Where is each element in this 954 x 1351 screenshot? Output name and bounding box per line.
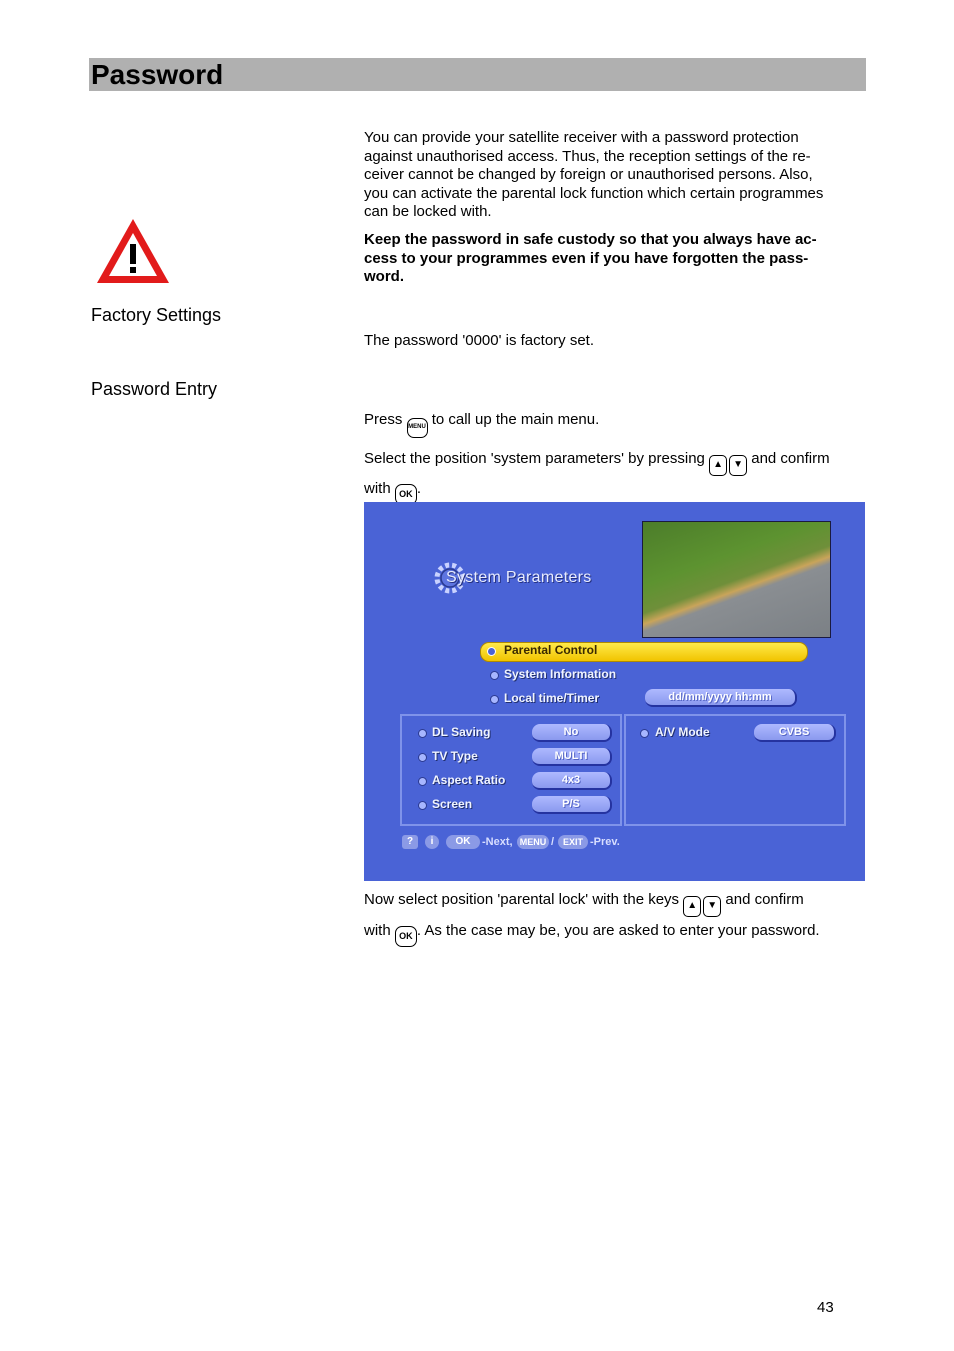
setting-value-dl-saving[interactable]: No	[532, 724, 612, 742]
bullet-icon	[418, 777, 427, 786]
title-bar	[89, 58, 866, 91]
setting-label-dl-saving: DL Saving	[432, 725, 491, 739]
warning-line: Keep the password in safe custody so that you always have ac-	[364, 231, 817, 248]
step-text: with	[364, 922, 391, 939]
bullet-icon	[418, 729, 427, 738]
footer-next: -Next,	[482, 836, 513, 848]
intro-line: you can activate the parental lock function which certain programmes	[364, 184, 824, 202]
intro-line: against unauthorised access. Thus, the reception settings of the re-	[364, 147, 811, 165]
up-key-icon: ▲	[683, 896, 701, 917]
setting-label-tv-type: TV Type	[432, 749, 478, 763]
setting-value-av-mode[interactable]: CVBS	[754, 724, 836, 742]
step-select-system	[364, 446, 874, 505]
menu-item-local-time[interactable]: Local time/Timer	[504, 691, 600, 705]
system-parameters-screen	[364, 502, 865, 881]
step-text: with	[364, 480, 391, 497]
info-icon: i	[425, 835, 439, 849]
warning-paragraph	[364, 231, 864, 287]
tv-preview-image	[642, 521, 831, 638]
page-title: Password	[91, 59, 224, 90]
local-time-value[interactable]: dd/mm/yyyy hh:mm	[645, 689, 797, 707]
setting-label-screen: Screen	[432, 797, 473, 811]
ok-key-icon: OK	[395, 484, 417, 505]
password-entry-heading: Password Entry	[91, 379, 218, 399]
menu-item-system-information[interactable]: System Information	[504, 667, 617, 681]
menu-key-icon: MENU	[407, 418, 428, 438]
up-key-icon: ▲	[709, 455, 727, 476]
exit-button-icon: EXIT	[558, 835, 588, 849]
step-text: and confirm	[751, 450, 830, 467]
step-select-parental	[364, 886, 874, 947]
ok-key-icon: OK	[395, 926, 417, 947]
setting-value-aspect-ratio[interactable]: 4x3	[532, 772, 612, 790]
intro-paragraph	[364, 129, 864, 222]
screen-title: System Parameters	[446, 569, 592, 586]
step-menu	[364, 411, 864, 438]
factory-paragraph: The password '0000' is factory set.	[364, 332, 595, 349]
step-text: .	[416, 480, 422, 497]
step-text: Press	[364, 411, 403, 428]
bullet-icon	[418, 753, 427, 762]
bullet-icon	[418, 801, 427, 810]
warning-line: cess to your programmes even if you have forgotten the pass-	[364, 249, 809, 267]
warning-triangle-icon	[94, 216, 172, 286]
down-key-icon: ▼	[729, 455, 747, 476]
setting-label-av-mode: A/V Mode	[655, 725, 710, 739]
footer-slash: /	[551, 836, 555, 848]
step-text: Select the position 'system parameters' by pressing	[364, 450, 705, 467]
step-text: . As the case may be, you are asked to enter your password.	[416, 922, 820, 939]
setting-label-aspect-ratio: Aspect Ratio	[432, 773, 506, 787]
intro-line: You can provide your satellite receiver with a password protection	[364, 129, 799, 146]
bullet-icon	[640, 729, 649, 738]
setting-value-tv-type[interactable]: MULTI	[532, 748, 612, 766]
intro-line: ceiver cannot be changed by foreign or unauthorised persons. Also,	[364, 166, 813, 183]
ok-button-icon: OK	[446, 835, 480, 849]
help-icon: ?	[402, 835, 418, 849]
factory-settings-heading: Factory Settings	[91, 305, 222, 325]
step-text: to call up the main menu.	[431, 411, 600, 428]
step-text: and confirm	[725, 891, 804, 908]
menu-item-parental-control[interactable]: Parental Control	[504, 643, 598, 657]
menu-button-icon: MENU	[517, 835, 549, 849]
down-key-icon: ▼	[703, 896, 721, 917]
bullet-icon	[490, 671, 499, 680]
warning-line: word.	[364, 268, 404, 285]
footer-prev: -Prev.	[590, 836, 620, 848]
step-text: Now select position 'parental lock' with the keys	[364, 891, 680, 908]
intro-line: can be locked with.	[364, 203, 492, 220]
bullet-icon	[487, 647, 496, 656]
bullet-icon	[490, 695, 499, 704]
setting-value-screen[interactable]: P/S	[532, 796, 612, 814]
page-number: 43	[817, 1299, 834, 1316]
